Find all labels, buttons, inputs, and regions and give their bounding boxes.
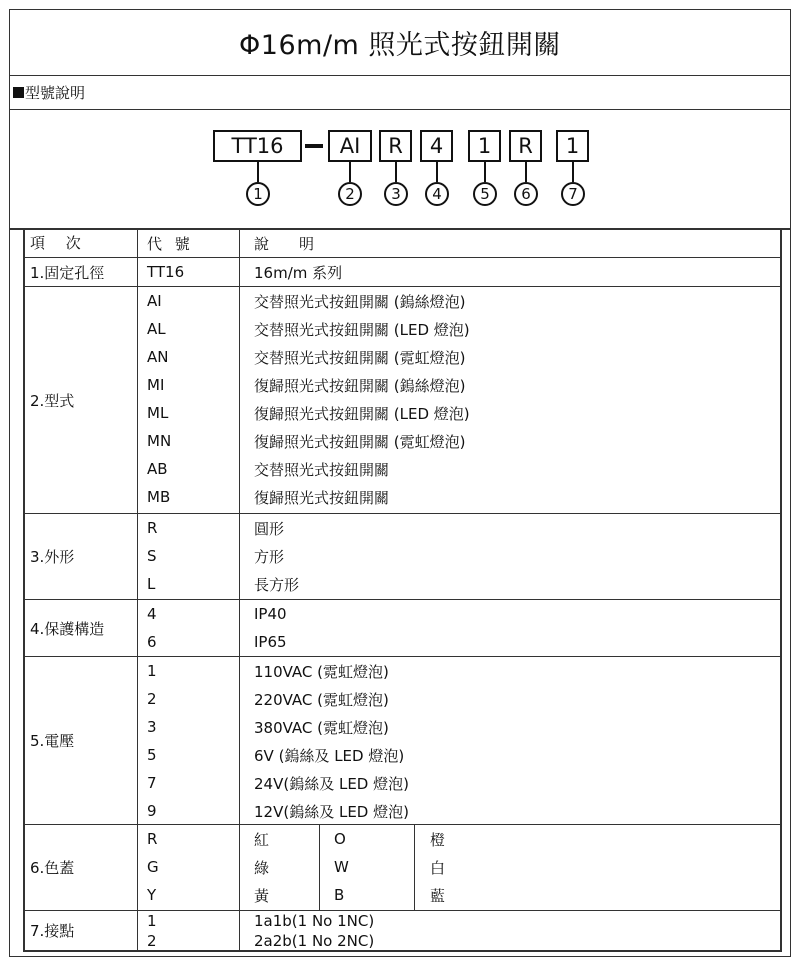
row-description: 6V (鎢絲及 LED 燈泡) <box>254 746 405 765</box>
row-code: G <box>147 858 159 876</box>
spec-table <box>23 228 782 952</box>
row-description: 110VAC (霓虹燈泡) <box>254 662 389 681</box>
color-code: W <box>334 858 349 876</box>
position-number: 7 <box>561 182 585 206</box>
row-category: 4.保護構造 <box>25 600 138 656</box>
row-description: 16m/m 系列 <box>254 263 343 282</box>
row-code: AL <box>147 320 166 338</box>
row-description: 24V(鎢絲及 LED 燈泡) <box>254 774 409 793</box>
page-title: Φ16m/m 照光式按鈕開關 <box>10 10 790 76</box>
connector-line <box>257 162 259 182</box>
row-category: 5.電壓 <box>25 657 138 824</box>
row-code: 5 <box>147 746 157 764</box>
position-number: 5 <box>473 182 497 206</box>
code-segment-box: R <box>379 130 412 162</box>
color-code: B <box>334 886 345 904</box>
spec-sheet <box>9 9 791 957</box>
code-segment-box: R <box>509 130 542 162</box>
model-code-diagram <box>10 110 790 230</box>
table-header-row <box>25 228 780 258</box>
code-segment-box: 4 <box>420 130 453 162</box>
table-row <box>25 825 780 911</box>
table-row <box>25 258 780 287</box>
header-code: 代 號 <box>147 234 194 253</box>
row-code: AI <box>147 292 162 310</box>
color-name: 藍 <box>430 886 446 905</box>
row-description: 1a1b(1 No 1NC) <box>254 911 375 930</box>
row-code: 2 <box>147 931 157 950</box>
row-code: 3 <box>147 718 157 736</box>
column-divider <box>319 825 320 910</box>
row-description: 復歸照光式按鈕開關 <box>254 488 390 507</box>
position-number: 3 <box>384 182 408 206</box>
table-row <box>25 911 780 950</box>
row-category: 7.接點 <box>25 911 138 950</box>
square-bullet-icon <box>13 87 24 98</box>
row-code: Y <box>147 886 157 904</box>
color-name: 綠 <box>254 858 270 877</box>
position-number: 4 <box>425 182 449 206</box>
row-description: 交替照光式按鈕開關 (霓虹燈泡) <box>254 348 466 367</box>
row-description: 圓形 <box>254 519 285 538</box>
row-code: MN <box>147 432 172 450</box>
row-code: 9 <box>147 802 157 820</box>
code-segment-box: 1 <box>556 130 589 162</box>
section-header <box>10 76 790 110</box>
row-code: MI <box>147 376 165 394</box>
row-code: 7 <box>147 774 157 792</box>
code-segment-box: TT16 <box>213 130 302 162</box>
row-code: 4 <box>147 605 157 623</box>
table-row <box>25 287 780 514</box>
row-description: 220VAC (霓虹燈泡) <box>254 690 389 709</box>
row-code: TT16 <box>147 263 185 281</box>
column-divider <box>414 825 415 910</box>
connector-line <box>484 162 486 182</box>
row-description: IP40 <box>254 605 287 623</box>
row-code: 6 <box>147 633 157 651</box>
connector-line <box>436 162 438 182</box>
color-name: 白 <box>430 858 446 877</box>
row-category: 1.固定孔徑 <box>25 258 138 286</box>
connector-line <box>349 162 351 182</box>
row-description: 復歸照光式按鈕開關 (霓虹燈泡) <box>254 432 466 451</box>
code-dash <box>305 144 323 148</box>
table-row <box>25 657 780 825</box>
connector-line <box>572 162 574 182</box>
row-code: AN <box>147 348 169 366</box>
table-row <box>25 514 780 600</box>
row-description: 方形 <box>254 547 285 566</box>
row-description: 長方形 <box>254 575 300 594</box>
row-description: 復歸照光式按鈕開關 (鎢絲燈泡) <box>254 376 466 395</box>
row-code: 1 <box>147 662 157 680</box>
position-number: 6 <box>514 182 538 206</box>
row-category: 3.外形 <box>25 514 138 599</box>
row-code: R <box>147 830 158 848</box>
row-description: 2a2b(1 No 2NC) <box>254 931 375 950</box>
header-item: 項 次 <box>25 228 138 257</box>
row-code: MB <box>147 488 171 506</box>
position-number: 2 <box>338 182 362 206</box>
row-description: 交替照光式按鈕開關 (LED 燈泡) <box>254 320 470 339</box>
header-description: 說 明 <box>254 234 315 253</box>
color-code: O <box>334 830 346 848</box>
row-code: ML <box>147 404 169 422</box>
row-description: 交替照光式按鈕開關 (鎢絲燈泡) <box>254 292 466 311</box>
row-description: 復歸照光式按鈕開關 (LED 燈泡) <box>254 404 470 423</box>
row-code: AB <box>147 460 168 478</box>
code-segment-box: AI <box>328 130 372 162</box>
row-code: S <box>147 547 157 565</box>
code-segment-box: 1 <box>468 130 501 162</box>
row-code: R <box>147 519 158 537</box>
row-code: L <box>147 575 156 593</box>
row-description: IP65 <box>254 633 287 651</box>
connector-line <box>395 162 397 182</box>
color-name: 橙 <box>430 830 446 849</box>
row-description: 380VAC (霓虹燈泡) <box>254 718 389 737</box>
table-row <box>25 600 780 657</box>
connector-line <box>525 162 527 182</box>
section-label: 型號說明 <box>25 84 86 102</box>
row-code: 2 <box>147 690 157 708</box>
row-code: 1 <box>147 911 157 930</box>
color-name: 紅 <box>254 830 270 849</box>
row-description: 交替照光式按鈕開關 <box>254 460 390 479</box>
row-description: 12V(鎢絲及 LED 燈泡) <box>254 802 409 821</box>
row-category: 6.色蓋 <box>25 825 138 910</box>
position-number: 1 <box>246 182 270 206</box>
row-category: 2.型式 <box>25 287 138 513</box>
color-name: 黃 <box>254 886 270 905</box>
